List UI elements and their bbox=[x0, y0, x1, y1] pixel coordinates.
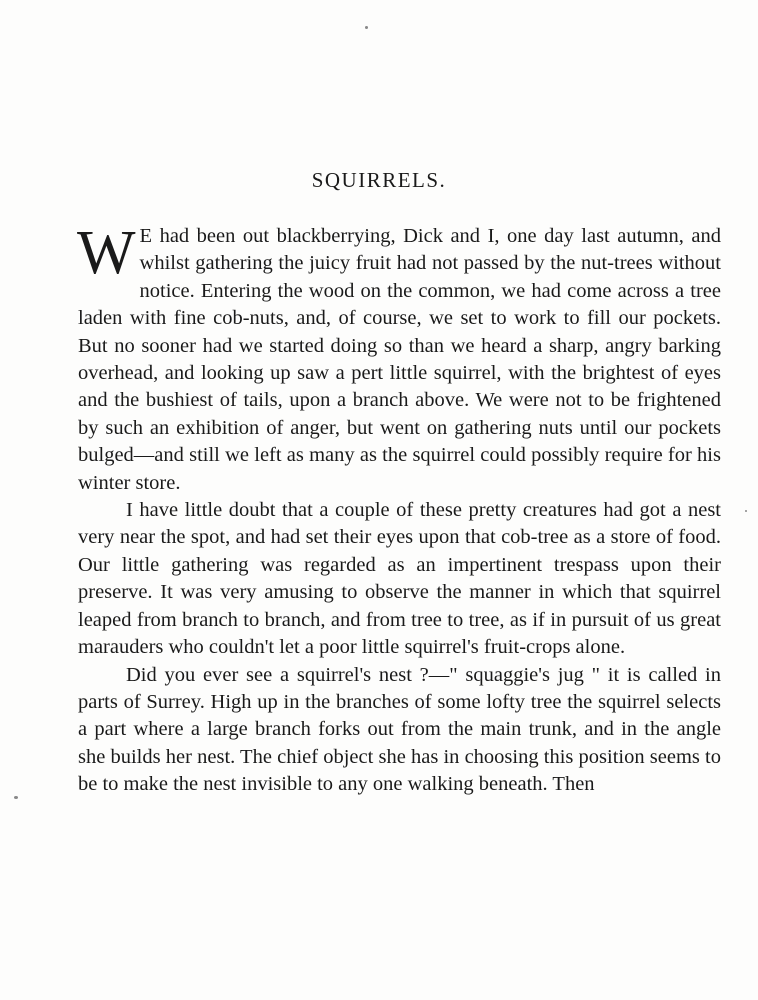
chapter-title: SQUIRRELS. bbox=[311, 168, 447, 192]
paragraph-1 bbox=[77, 219, 721, 497]
paragraph-3: Did you ever see a squirrel's nest ?—" squaggie's jug " it is called in parts of Surrey. High up in the branches of some lofty tree the squirrel selects a part where a large branch forks out from the main trunk, and in the angle she builds her nest. The chief object she has in choosing this position seems to be to make the nest invisible to any one walking beneath. Then bbox=[78, 663, 721, 796]
body-text bbox=[77, 219, 721, 799]
print-speck bbox=[365, 26, 368, 29]
print-speck bbox=[745, 510, 747, 512]
paragraph-2: I have little doubt that a couple of these pretty creatures had got a nest very near the spot, and had set their eyes upon that cob-tree as a store of food. Our little gathering was regarded as an impertinent trespass upon their preserve. It was very amusing to observe the manner in which that squirrel leaped from branch to branch, and from tree to tree, as if in pursuit of us great marauders who couldn't let a poor little squirrel's fruit-crops alone. bbox=[78, 499, 721, 659]
drop-cap: W bbox=[77, 219, 136, 287]
print-speck bbox=[14, 796, 18, 799]
paragraph-1-text: E had been out blackberrying, Dick and I, one day last autumn, and whilst gathering the juicy fruit had not passed by the nut-trees without notice. Entering the wood on the common, we had come across a tree laden with fine cob-nuts, and, of course, we set to work to fill our pockets. But no sooner had we started doing so than we heard a sharp, angry barking overhead, and looking up saw a pert little squirrel, with the brightest of eyes and the bushiest of tails, upon a branch above. We were not to be frightened by such an exhibition of anger, but went on gathering nuts until our pockets bulged—and still we left as many as the squirrel could possibly require for his winter store. bbox=[78, 225, 721, 494]
